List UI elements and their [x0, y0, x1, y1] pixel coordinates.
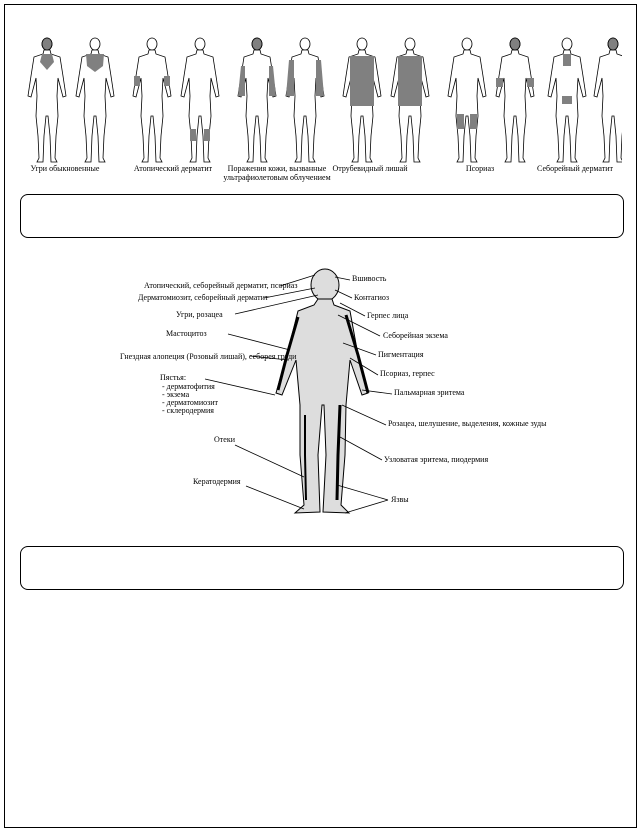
diagram-figure	[0, 255, 643, 525]
figure-uv-back	[286, 38, 324, 162]
dlabel-bier-spots: Вшивость	[352, 274, 387, 283]
dlabel-psoriasis-herpes: Псориаз, герпес	[380, 369, 435, 378]
dlabel-atopic-seb: Атопический, себорейный дерматит, псориаз	[144, 281, 298, 290]
dlabel-neck-item-1: - дерматофития	[162, 382, 215, 391]
figure-pityriasis-back	[391, 38, 429, 162]
label-seborrheic: Себорейный дерматит	[537, 164, 613, 173]
dlabel-edema: Отеки	[214, 435, 235, 444]
figure-seborrheic-front	[548, 38, 586, 162]
dlabel-neck-item-3: - дерматомиозит	[162, 398, 219, 407]
figure-seborrheic-back	[594, 38, 622, 162]
caption-box-top	[20, 194, 624, 238]
dlabel-seborrheic-trunk: Себорейная экзема	[383, 331, 448, 340]
figure-atopic-front	[133, 38, 171, 162]
label-atopic: Атопический дерматит	[133, 164, 213, 173]
dlabel-herpes-lip: Герпес лица	[367, 311, 409, 320]
dlabel-fold-lichen: Контагиоз	[354, 293, 390, 302]
figure-pityriasis-front	[343, 38, 381, 162]
figure-psoriasis-back	[496, 38, 534, 162]
label-pityriasis: Отрубевидный лишай	[332, 164, 408, 173]
diagram-body	[276, 269, 368, 513]
dlabel-keratoderma: Кератодермия	[193, 477, 241, 486]
dlabel-neck-title: Пястья:	[160, 373, 187, 382]
figure-atopic-back	[181, 38, 219, 162]
dlabel-nodular-erythema: Узловатая эритема, пиодермия	[384, 455, 489, 464]
dlabel-urticaria-palm: Пальмарная эритема	[394, 388, 465, 397]
figure-psoriasis-front	[448, 38, 486, 162]
dlabel-ulcers: Язвы	[391, 495, 409, 504]
body-diagram	[0, 255, 643, 525]
figure-uv-front	[238, 38, 276, 162]
label-psoriasis: Псориаз	[465, 164, 495, 173]
dlabel-mastocytosis: Мастоцитоз	[166, 329, 207, 338]
caption-box-bottom	[20, 546, 624, 590]
dlabel-contact-seb: Дерматомиозит, себорейный дерматит	[138, 293, 269, 302]
dlabel-scabies-leg: Розацеа, шелушение, выделения, кожные зуды	[388, 419, 547, 428]
dlabel-pigmentation: Пигментация	[378, 350, 424, 359]
dlabel-pityriasis: Гнездная алопеция (Розовый лишай), себорея груди	[120, 352, 297, 361]
dlabel-neck-item-4: - склеродермия	[162, 406, 214, 415]
figure-acne-front	[28, 38, 66, 162]
dlabel-acne-rosacea: Угри, розацеа	[176, 310, 223, 319]
label-uv: Поражения кожи, вызванные ультрафиолетовым облучением	[223, 164, 331, 182]
label-acne: Угри обыкновенные	[30, 164, 100, 173]
dlabel-neck-item-2: - экзема	[162, 390, 190, 399]
figure-acne-back	[76, 38, 114, 162]
